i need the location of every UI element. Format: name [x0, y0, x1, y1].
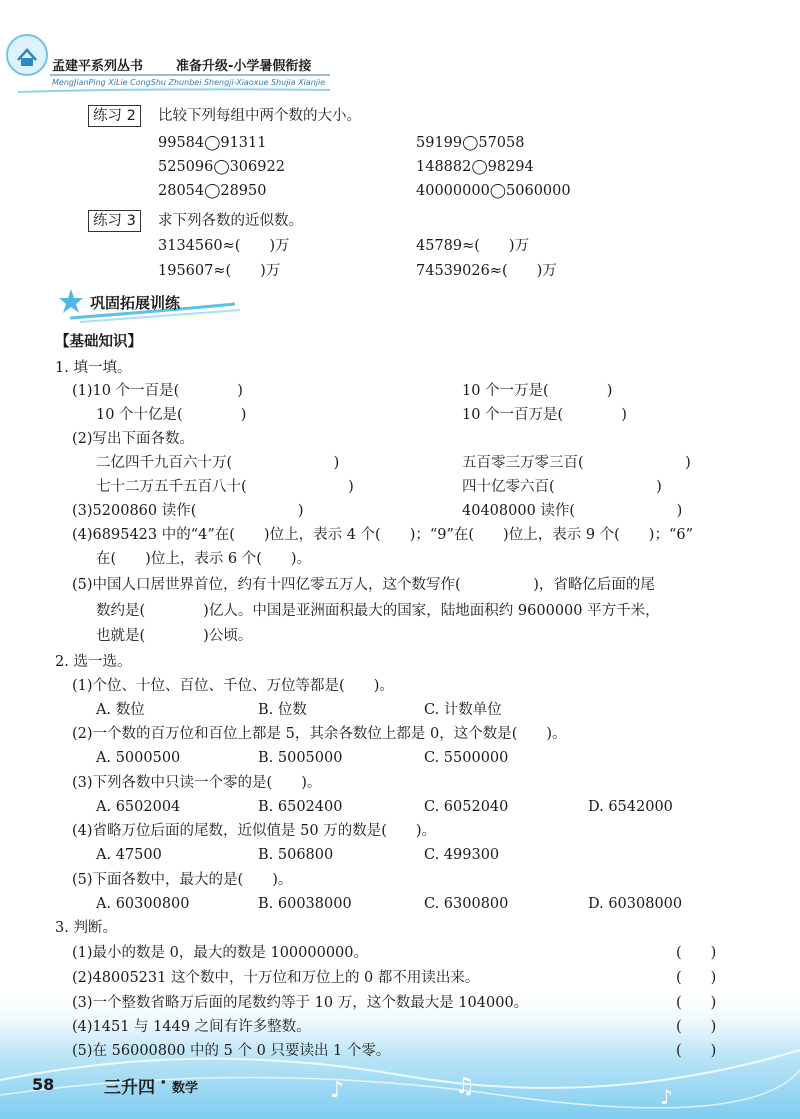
- q2-option: C. 6052040: [424, 799, 509, 815]
- q2-option: A. 47500: [96, 847, 162, 863]
- q1-p2-item: 四十亿零六百( ): [462, 479, 662, 495]
- header-series: 孟建平系列丛书: [52, 59, 144, 74]
- q2-option: A. 6502004: [96, 799, 181, 815]
- q2-option: B. 506800: [258, 847, 334, 863]
- compare-item: 525096◯306922: [158, 159, 285, 175]
- q3-title: 3. 判断。: [55, 920, 117, 936]
- q2-stem: (1)个位、十位、百位、千位、万位等都是( )。: [72, 678, 394, 694]
- q1-p1-item: 10 个十亿是( ): [96, 407, 247, 423]
- q1-p2-item: 七十二万五千五百八十( ): [96, 479, 354, 495]
- q1-p2-item: 五百零三万零三百( ): [462, 455, 691, 471]
- q3-item: (2)48005231 这个数中，十万位和万位上的 0 都不用读出来。: [72, 970, 480, 986]
- section-title: 巩固拓展训练: [90, 294, 181, 312]
- q3-answer-bracket: ( ): [676, 1019, 717, 1035]
- practice3-tag: 练习 3: [88, 210, 141, 232]
- q3-item: (5)在 56000800 中的 5 个 0 只要读出 1 个零。: [72, 1043, 391, 1059]
- q1-title: 1. 填一填。: [55, 360, 132, 376]
- compare-item: 59199◯57058: [416, 135, 525, 151]
- q2-option: C. 计数单位: [424, 702, 502, 718]
- approx-item: 3134560≈( )万: [158, 238, 290, 254]
- music-note-icon: ♫: [455, 1074, 475, 1099]
- approx-item: 195607≈( )万: [158, 263, 281, 279]
- q2-option: C. 499300: [424, 847, 500, 863]
- footer-subject: 数学: [172, 1081, 199, 1096]
- q2-option: D. 60308000: [588, 896, 683, 912]
- compare-item: 40000000◯5060000: [416, 183, 571, 199]
- q2-stem: (2)一个数的百万位和百位上都是 5，其余各数位上都是 0，这个数是( )。: [72, 726, 567, 742]
- page-number: 58: [32, 1075, 55, 1094]
- q1-p3-item: 40408000 读作( ): [462, 503, 683, 519]
- q1-p4-line1: (4)6895423 中的“4”在( )位上，表示 4 个( )；“9”在( )位上，表示 9 个( )；“6”: [72, 527, 694, 543]
- approx-item: 74539026≈( )万: [416, 263, 557, 279]
- q2-option: C. 6300800: [424, 896, 509, 912]
- practice3-instruction: 求下列各数的近似数。: [158, 213, 303, 229]
- q1-p1-item: 10 个一万是( ): [462, 383, 613, 399]
- q2-option: C. 5500000: [424, 750, 509, 766]
- q2-option: B. 5005000: [258, 750, 343, 766]
- q1-p5-line1: (5)中国人口居世界首位，约有十四亿零五万人，这个数写作( )，省略亿后面的尾: [72, 577, 655, 593]
- q2-option: A. 数位: [96, 702, 145, 718]
- q2-stem: (3)下列各数中只读一个零的是( )。: [72, 775, 322, 791]
- approx-item: 45789≈( )万: [416, 238, 530, 254]
- q3-answer-bracket: ( ): [676, 1043, 717, 1059]
- q2-option: A. 60300800: [96, 896, 190, 912]
- q2-stem: (5)下面各数中，最大的是( )。: [72, 872, 293, 888]
- q3-answer-bracket: ( ): [676, 970, 717, 986]
- q2-option: B. 位数: [258, 702, 307, 718]
- compare-item: 28054◯28950: [158, 183, 267, 199]
- q1-p5-line2: 数约是( )亿人。中国是亚洲面积最大的国家，陆地面积约 9600000 平方千米，: [96, 603, 660, 619]
- q1-p3-item: (3)5200860 读作( ): [72, 503, 304, 519]
- q2-stem: (4)省略万位后面的尾数，近似值是 50 万的数是( )。: [72, 823, 437, 839]
- footer-grade: 三升四: [104, 1078, 155, 1098]
- practice2-instruction: 比较下列每组中两个数的大小。: [158, 108, 361, 124]
- q2-option: B. 60038000: [258, 896, 352, 912]
- music-note-icon: ♪: [330, 1078, 345, 1103]
- practice2-tag: 练习 2: [88, 105, 141, 127]
- q2-title: 2. 选一选。: [55, 654, 132, 670]
- basic-knowledge-heading: 【基础知识】: [55, 334, 142, 350]
- q1-p5-line3: 也就是( )公顷。: [96, 628, 253, 644]
- q2-option: D. 6542000: [588, 799, 673, 815]
- star-icon: [58, 288, 84, 318]
- header-book: 准备升级-小学暑假衔接: [176, 59, 312, 74]
- q3-item: (1)最小的数是 0，最大的数是 100000000。: [72, 945, 369, 961]
- q2-option: A. 5000500: [96, 750, 181, 766]
- header-pinyin: MengJianPing XiLie CongShu Zhunbei Shengji-Xiaoxue Shujia Xianjie: [52, 78, 326, 87]
- q3-item: (3)一个整数省略万后面的尾数约等于 10 万，这个数最大是 104000。: [72, 995, 529, 1011]
- footer-dot: ·: [160, 1073, 167, 1093]
- q1-p4-line2: 在( )位上，表示 6 个( )。: [96, 551, 312, 567]
- q1-p2-item: 二亿四千九百六十万( ): [96, 455, 340, 471]
- q3-answer-bracket: ( ): [676, 945, 717, 961]
- q1-p2-title: (2)写出下面各数。: [72, 431, 195, 447]
- music-note-icon: ♪: [660, 1085, 673, 1109]
- q1-p1-item: (1)10 个一百是( ): [72, 383, 243, 399]
- logo: [6, 34, 48, 76]
- q3-item: (4)1451 与 1449 之间有许多整数。: [72, 1019, 311, 1035]
- compare-item: 148882◯98294: [416, 159, 534, 175]
- q1-p1-item: 10 个一百万是( ): [462, 407, 627, 423]
- compare-item: 99584◯91311: [158, 135, 267, 151]
- q2-option: B. 6502400: [258, 799, 343, 815]
- q3-answer-bracket: ( ): [676, 995, 717, 1011]
